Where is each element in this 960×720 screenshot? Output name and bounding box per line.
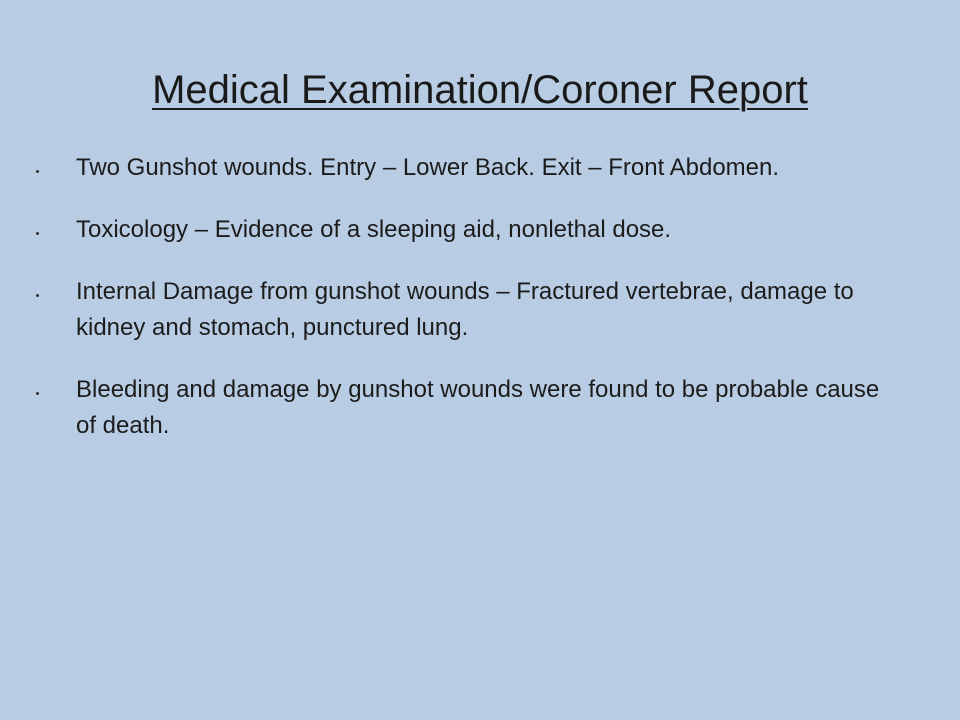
bullet-text: Toxicology – Evidence of a sleeping aid, nonlethal dose. [76, 216, 672, 243]
bullet-item-internal-damage [36, 274, 886, 346]
bullet-text: Bleeding and damage by gunshot wounds were found to be probable cause of death. [76, 376, 880, 439]
bullet-item-toxicology [36, 212, 886, 248]
bullet-item-gunshot-wounds [36, 150, 886, 186]
bullet-list [36, 150, 886, 470]
bullet-icon [36, 170, 39, 173]
bullet-text: Two Gunshot wounds. Entry – Lower Back. Exit – Front Abdomen. [76, 154, 780, 181]
bullet-icon [36, 232, 39, 235]
bullet-icon [36, 294, 39, 297]
slide-title: Medical Examination/Coroner Report [152, 68, 808, 112]
bullet-icon [36, 392, 39, 395]
bullet-text: Internal Damage from gunshot wounds – Fractured vertebrae, damage to kidney and stomach, punctured lung. [76, 278, 854, 341]
bullet-item-cause-of-death [36, 372, 886, 444]
